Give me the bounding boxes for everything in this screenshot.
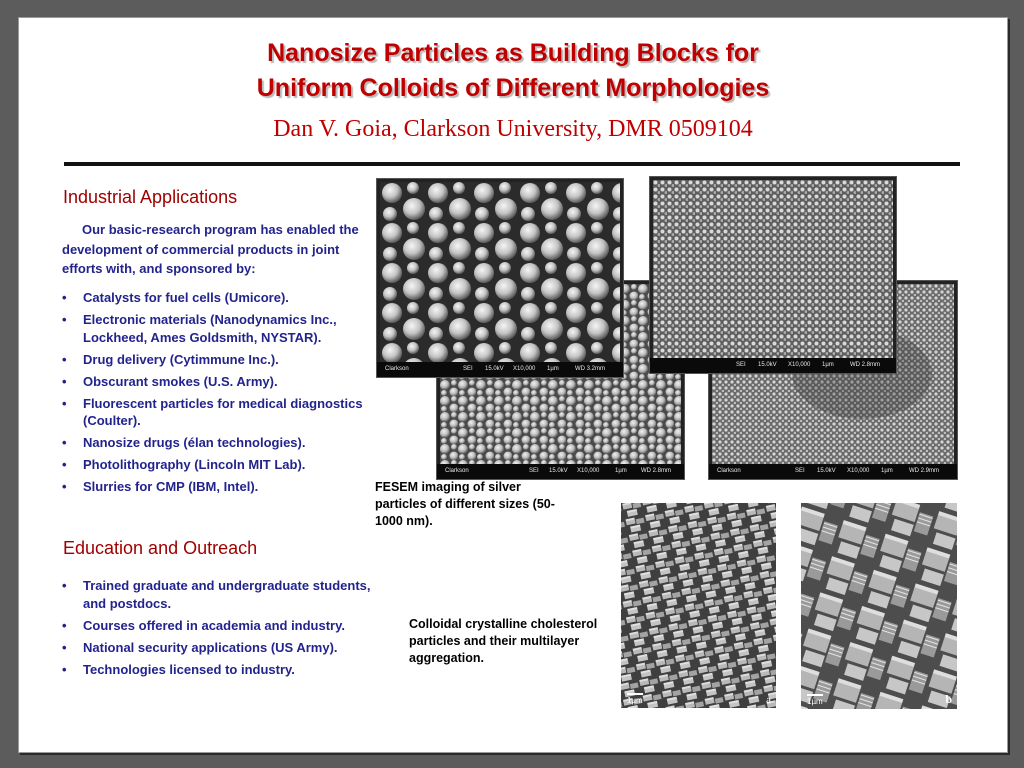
slide (18, 17, 1008, 753)
cholesterol-image-b (801, 503, 957, 709)
education-list (62, 577, 382, 678)
list-item: • Slurries for CMP (IBM, Intel). (62, 478, 374, 496)
sem-info-bar: Clarkson SEI 15.0kV X10,000 1µm WD 2.8mm (437, 464, 684, 479)
list-item: • Electronic materials (Nanodynamics Inc., Lockheed, Ames Goldsmith, NYSTAR). (62, 311, 374, 346)
sem-info-bar: SEI 15.0kV X10,000 1µm WD 2.8mm (650, 358, 896, 373)
divider (64, 162, 960, 166)
title-line-2: Uniform Colloids of Different Morphologies (256, 74, 770, 102)
list-item: • Technologies licensed to industry. (62, 661, 382, 679)
panel-label-a: a (766, 694, 771, 706)
industrial-list (62, 289, 374, 496)
panel-label-b: b (945, 692, 952, 706)
list-item: • Trained graduate and undergraduate students, and postdocs. (62, 577, 382, 612)
list-item: • Nanosize drugs (élan technologies). (62, 434, 374, 452)
scale-bar: 1µm (807, 697, 823, 706)
list-item: • National security applications (US Army). (62, 639, 382, 657)
crystal-texture (621, 503, 776, 708)
scale-bar: 1µm (627, 696, 643, 705)
cholesterol-caption: Colloidal crystalline cholesterol particles and their multilayer aggregation. (409, 617, 598, 665)
cholesterol-image-a (621, 503, 776, 708)
large-particle-texture (380, 182, 620, 362)
industrial-intro: Our basic-research program has enabled the development of commercial products in joint efforts with, and sponsored by: (62, 222, 359, 276)
industrial-heading: Industrial Applications (63, 187, 238, 207)
sem-image-nanoparticles (649, 176, 897, 374)
list-item: • Courses offered in academia and industry. (62, 617, 382, 635)
sem-image-large-particles (376, 178, 624, 378)
fesem-caption: FESEM imaging of silver particles of different sizes (50-1000 nm). (375, 480, 555, 528)
list-item: • Fluorescent particles for medical diagnostics (Coulter). (62, 395, 374, 430)
title-line-1: Nanosize Particles as Building Blocks for (267, 39, 759, 67)
sem-info-bar: Clarkson SEI 15.0kV X10,000 1µm WD 3.2mm (377, 362, 623, 377)
list-item: • Drug delivery (Cytimmune Inc.). (62, 351, 374, 369)
education-heading: Education and Outreach (63, 538, 258, 558)
list-item: • Catalysts for fuel cells (Umicore). (62, 289, 374, 307)
nano-particle-texture (653, 180, 893, 358)
list-item: • Photolithography (Lincoln MIT Lab). (62, 456, 374, 474)
aggregate-texture (801, 503, 957, 709)
list-item: • Obscurant smokes (U.S. Army). (62, 373, 374, 391)
author-line: Dan V. Goia, Clarkson University, DMR 0509104 (273, 116, 753, 142)
sem-info-bar: Clarkson SEI 15.0kV X10,000 1µm WD 2.9mm (709, 464, 957, 479)
